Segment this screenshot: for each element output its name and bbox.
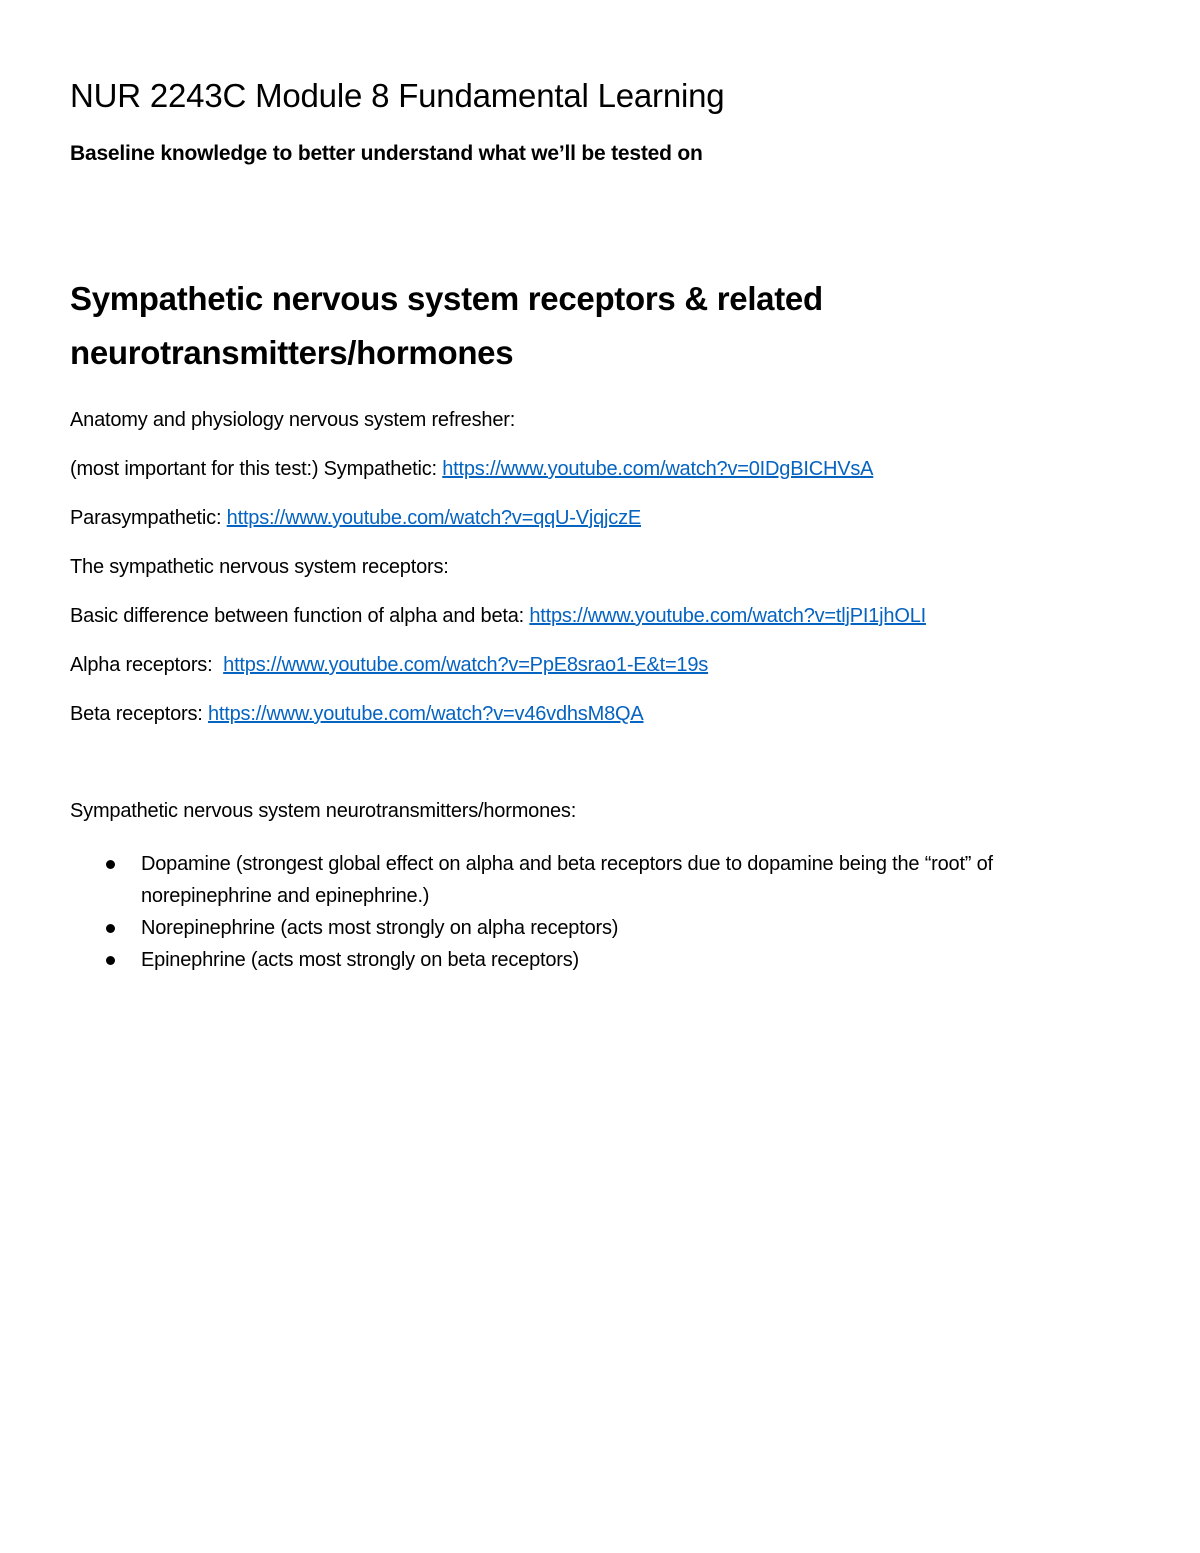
parasympathetic-line: [70, 505, 1120, 531]
list-item-dopamine: [70, 848, 1120, 912]
parasympathetic-label: Parasympathetic:: [70, 507, 227, 529]
section-heading-line-1: Sympathetic nervous system receptors & related: [70, 280, 823, 317]
bullet-dot-icon: [106, 860, 115, 869]
sympathetic-label: (most important for this test:) Sympathetic:: [70, 458, 443, 480]
document-subtitle: Baseline knowledge to better understand what we’ll be tested on: [70, 142, 703, 165]
beta-receptors-line: [70, 701, 1120, 727]
section-heading: [70, 272, 1120, 380]
list-item-text: Epinephrine (acts most strongly on beta receptors): [141, 949, 579, 971]
alpha-beta-difference-line: [70, 603, 1120, 629]
alpha-beta-difference-video-link[interactable]: https://www.youtube.com/watch?v=tljPI1jhOLI: [529, 605, 926, 627]
beta-receptors-label: Beta receptors:: [70, 703, 208, 725]
alpha-receptors-line: [70, 652, 1120, 678]
alpha-receptors-label: Alpha receptors:: [70, 654, 224, 676]
sympathetic-video-link[interactable]: https://www.youtube.com/watch?v=0IDgBICHVsA: [442, 458, 874, 480]
list-item-text: Dopamine (strongest global effect on alpha and beta receptors due to dopamine being the “root” of norepinephrine and epinephrine.): [141, 853, 993, 907]
alpha-beta-difference-label: Basic difference between function of alpha and beta:: [70, 605, 530, 627]
receptors-label: The sympathetic nervous system receptors:: [70, 556, 449, 578]
list-item-epinephrine: [70, 944, 1120, 976]
refresher-label: Anatomy and physiology nervous system refresher:: [70, 409, 516, 431]
document-body: [70, 74, 1120, 976]
list-item-text: Norepinephrine (acts most strongly on alpha receptors): [141, 917, 619, 939]
beta-receptors-video-link[interactable]: https://www.youtube.com/watch?v=v46vdhsM8QA: [207, 703, 644, 725]
neurotransmitter-list: [70, 848, 1120, 976]
bullet-dot-icon: [106, 924, 115, 933]
sympathetic-line: [70, 456, 1120, 482]
section-heading-line-2: neurotransmitters/hormones: [70, 334, 514, 371]
alpha-receptors-video-link[interactable]: https://www.youtube.com/watch?v=PpE8srao1-E&t=19s: [223, 654, 709, 676]
parasympathetic-video-link[interactable]: https://www.youtube.com/watch?v=qqU-VjqjczE: [226, 507, 642, 529]
neurotransmitters-label: Sympathetic nervous system neurotransmitters/hormones:: [70, 800, 577, 822]
list-item-norepinephrine: [70, 912, 1120, 944]
bullet-dot-icon: [106, 956, 115, 965]
document-title: NUR 2243C Module 8 Fundamental Learning: [70, 77, 725, 114]
